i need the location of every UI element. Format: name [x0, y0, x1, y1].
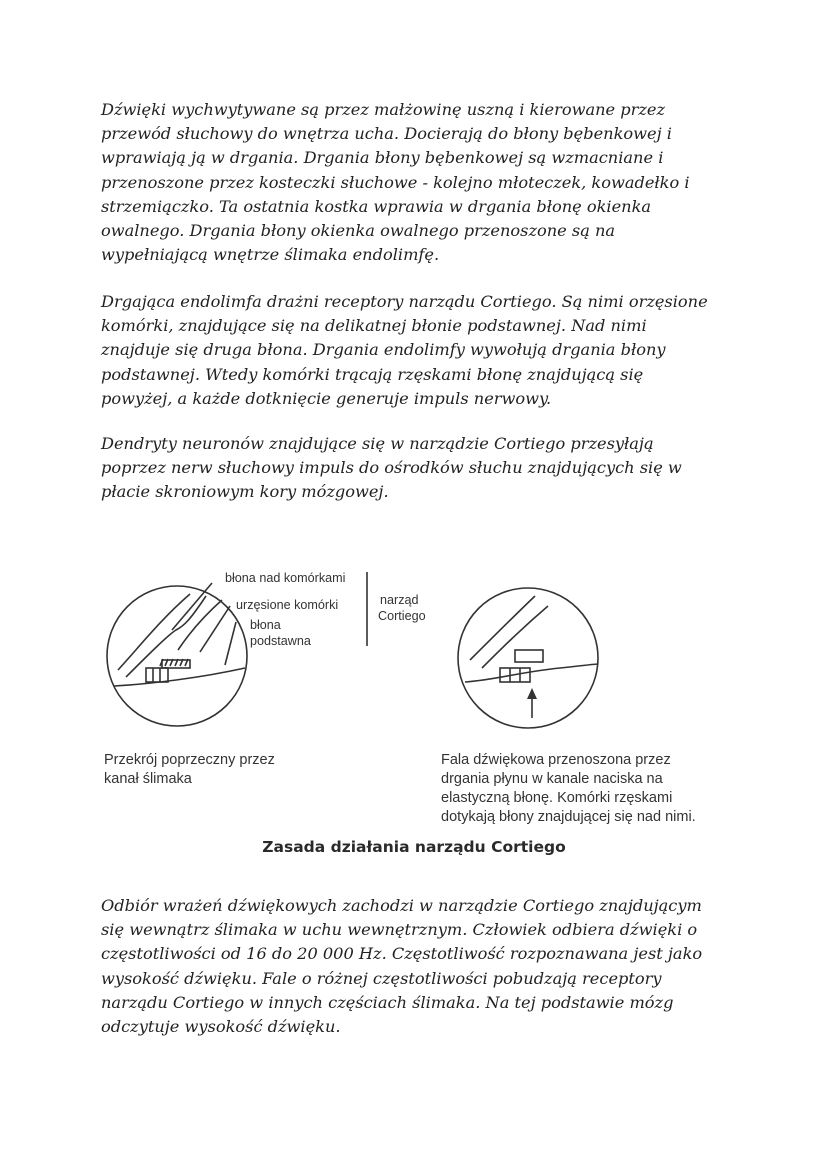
text-line: się wewnątrz ślimaka w uchu wewnętrznym. Człowiek odbiera dźwięki o — [101, 920, 698, 940]
right-section-circle — [458, 588, 598, 728]
paragraph-corti-receptors — [101, 290, 741, 411]
text-line: wprawiają ją w drgania. Drgania błony bębenkowej są wzmacniane i — [101, 148, 664, 168]
paragraph-frequency — [101, 894, 741, 1039]
text-line: częstotliwości od 16 do 20 000 Hz. Częstotliwość rozpoznawana jest jako — [101, 944, 703, 964]
text-line: odczytuje wysokość dźwięku. — [101, 1017, 341, 1037]
text-line: narządu Cortiego w innych częściach ślimaka. Na tej podstawie mózg — [101, 992, 674, 1012]
caption-left-line: kanał ślimaka — [104, 771, 192, 787]
paragraph-hearing-path — [101, 98, 741, 267]
label-basilar-2: podstawna — [250, 634, 311, 648]
caption-right-line: Fala dźwiękowa przenoszona przez — [441, 752, 671, 768]
left-basilar-membrane — [114, 668, 245, 686]
text-line: Drgająca endolimfa drażni receptory narządu Cortiego. Są nimi orzęsione — [101, 292, 708, 311]
caption-right-line: elastyczną błonę. Komórki rzęskami — [441, 790, 673, 806]
label-membrane-above: błona nad komórkami — [225, 571, 346, 585]
caption-right-line: drgania płynu w kanale naciska na — [441, 771, 663, 787]
text-line: komórki, znajdujące się na delikatnej błonie podstawnej. Nad nimi — [101, 316, 647, 336]
text-line: wysokość dźwięku. Fale o różnej częstotliwości pobudzają receptory — [101, 968, 662, 988]
corti-organ-figure — [0, 560, 828, 870]
text-line: Dźwięki wychwytywane są przez małżowinę uszną i kierowane przez — [101, 100, 665, 119]
text-line: owalnego. Drgania błony okienka owalnego przenoszone są na — [101, 221, 616, 241]
caption-left-line: Przekrój poprzeczny przez — [104, 752, 275, 768]
text-line: poprzez nerw słuchowy impuls do ośrodków słuchu znajdujących się w — [101, 458, 682, 478]
label-organ-2: Cortiego — [378, 609, 426, 623]
text-line: wypełniającą wnętrze ślimaka endolimfę. — [101, 245, 440, 265]
text-line: przenoszone przez kosteczki słuchowe - kolejno młoteczek, kowadełko i — [101, 172, 690, 192]
label-ciliated-cells: urzęsione komórki — [236, 598, 339, 612]
pressure-arrow-head — [527, 688, 537, 699]
paragraph-dendrites — [101, 432, 741, 505]
caption-right-line: dotykają błony znajdującej się nad nimi. — [441, 809, 696, 825]
right-basilar-membrane — [465, 664, 598, 682]
text-line: znajduje się druga błona. Drgania endolimfy wywołują drgania błony — [101, 340, 666, 360]
text-line: powyżej, a każde dotknięcie generuje impuls nerwowy. — [101, 388, 552, 408]
label-organ-1: narząd — [380, 593, 419, 607]
text-line: przewód słuchowy do wnętrza ucha. Docierają do błony bębenkowej i — [101, 124, 672, 144]
figure-title: Zasada działania narządu Cortiego — [262, 838, 566, 856]
right-cilia-row — [515, 650, 543, 662]
text-line: Odbiór wrażeń dźwiękowych zachodzi w narządzie Cortiego znajdującym — [101, 896, 702, 915]
text-line: strzemiączko. Ta ostatnia kostka wprawia w drgania błonę okienka — [101, 196, 652, 216]
text-line: podstawnej. Wtedy komórki trącają rzęskami błonę znajdującą się — [101, 364, 644, 384]
left-cells — [146, 668, 168, 682]
text-line: Dendryty neuronów znajdujące się w narządzie Cortiego przesyłają — [101, 434, 654, 453]
label-basilar-1: błona — [250, 618, 281, 632]
text-line: płacie skroniowym kory mózgowej. — [101, 482, 389, 502]
